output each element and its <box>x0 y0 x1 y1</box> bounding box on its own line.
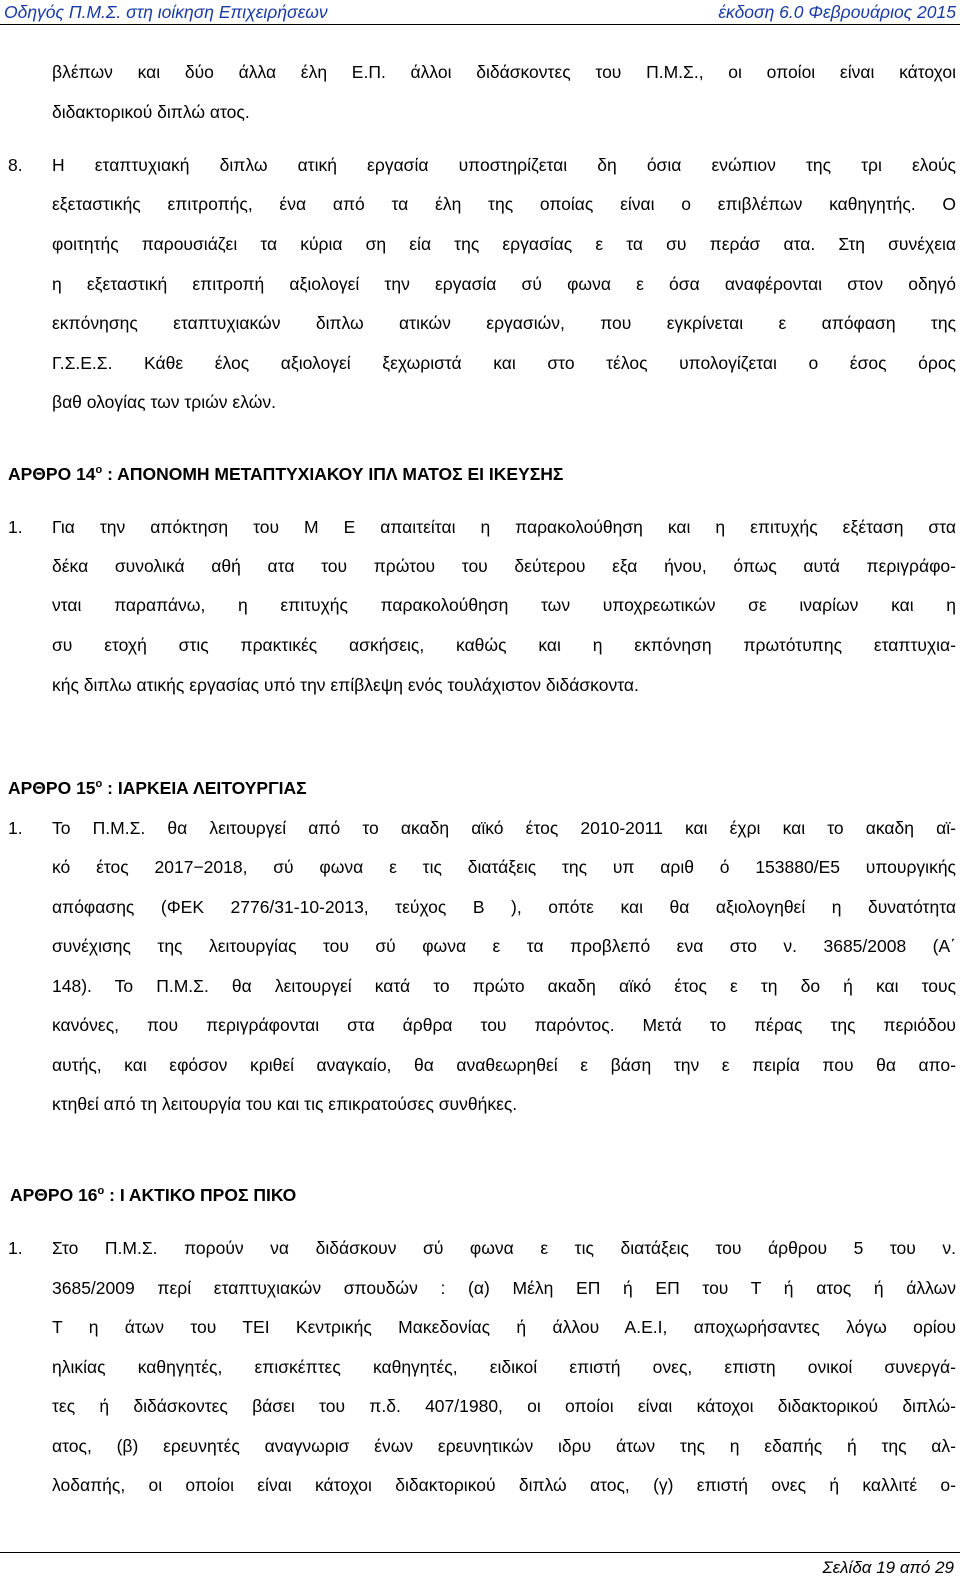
text-line: συ ετοχή στις πρακτικές ασκήσεις, καθώς και η εκπόνηση πρωτότυπης εταπτυχια- <box>52 635 956 655</box>
text-line: Για την απόκτηση του Μ Ε απαιτείται η παρακολούθηση και η επιτυχής εξέταση στα <box>52 517 956 537</box>
header-title: Οδηγός Π.Μ.Σ. στη ιοίκηση Επιχειρήσεων <box>4 2 328 22</box>
text-line: Τ η άτων του ΤΕΙ Κεντρικής Μακεδονίας ή άλλου Α.Ε.Ι, αποχωρήσαντες λόγω ορίου <box>52 1317 956 1337</box>
item-number: 1. <box>8 517 23 537</box>
page-header <box>0 0 960 28</box>
text-line: τες ή διδάσκοντες βάσει του π.δ. 407/1980, οι οποίοι είναι κάτοχοι διδακτορικού διπλώ- <box>52 1396 956 1416</box>
text-line: φοιτητής παρουσιάζει τα κύρια ση εία της εργασίας ε τα συ περάσ ατα. Στη συνέχεια <box>52 234 956 254</box>
heading-text: ΑΡΘΡΟ 14 <box>8 464 96 484</box>
text-line: 3685/2009 περί εταπτυχιακών σπουδών : (α) Μέλη ΕΠ ή ΕΠ του Τ ή ατος ή άλλων <box>52 1278 956 1298</box>
heading-text: : Ι ΑΚΤΙΚΟ ΠΡΟΣ ΠΙΚΟ <box>104 1185 297 1205</box>
article-16-heading <box>10 1184 296 1209</box>
text-line: κής διπλω ατικής εργασίας υπό την επίβλεψη ενός τουλάχιστον διδάσκοντα. <box>52 675 639 695</box>
text-line: δέκα συνολικά αθή ατα του πρώτου του δεύτερου εξα ήνου, όπως αυτά περιγράφο- <box>52 556 956 576</box>
text-line: αυτής, και εφόσον κριθεί αναγκαίο, θα αναθεωρηθεί ε βάση την ε πειρία που θα απο- <box>52 1055 956 1075</box>
text-line: ατος, (β) ερευνητές αναγνωρισ ένων ερευνητικών ιδρυ άτων της η εδαπής ή της αλ- <box>52 1436 956 1456</box>
footer-rule <box>0 1552 960 1553</box>
item-number: 1. <box>8 1238 23 1258</box>
article-14-heading <box>8 463 563 488</box>
heading-text: ΑΡΘΡΟ 15 <box>8 778 96 798</box>
text-line: απόφασης (ΦΕΚ 2776/31-10-2013, τεύχος Β ), οπότε και θα αξιολογηθεί η δυνατότητα <box>52 897 956 917</box>
text-line: κτηθεί από τη λειτουργία του και τις επικρατούσες συνθήκες. <box>52 1094 518 1114</box>
header-edition: έκδοση 6.0 Φεβρουάριος 2015 <box>718 2 956 22</box>
text-line: Στο Π.Μ.Σ. πορούν να διδάσκουν σύ φωνα ε τις διατάξεις του άρθρου 5 του ν. <box>52 1238 956 1258</box>
text-line: συνέχισης της λειτουργίας του σύ φωνα ε τα προβλεπό ενα στο ν. 3685/2008 (Α΄ <box>52 936 956 956</box>
heading-sup: ο <box>97 1185 105 1197</box>
text-line: διδακτορικού διπλώ ατος. <box>52 102 250 122</box>
text-line: νται παραπάνω, η επιτυχής παρακολούθηση των υποχρεωτικών σε ιναρίων και η <box>52 595 956 615</box>
heading-sup: ο <box>95 778 103 790</box>
page-number: Σελίδα 19 από 29 <box>822 1558 954 1577</box>
text-line: ηλικίας καθηγητές, επισκέπτες καθηγητές, ειδικοί επιστή ονες, επιστη ονικοί συνεργά- <box>52 1357 956 1377</box>
text-line: κανόνες, που περιγράφονται στα άρθρα του παρόντος. Μετά το πέρας της περιόδου <box>52 1015 956 1035</box>
item-number: 1. <box>8 818 23 838</box>
text-line: εξεταστικής επιτροπής, ένα από τα έλη της οποίας είναι ο επιβλέπων καθηγητής. Ο <box>52 194 956 214</box>
heading-sup: ο <box>95 464 103 476</box>
text-line: βαθ ολογίας των τριών ελών. <box>52 392 276 412</box>
text-line: 148). Το Π.Μ.Σ. θα λειτουργεί κατά το πρώτο ακαδη αϊκό έτος ε τη δο ή και τους <box>52 976 956 996</box>
text-line: εκπόνησης εταπτυχιακών διπλω ατικών εργασιών, που εγκρίνεται ε απόφαση της <box>52 313 956 333</box>
heading-text: ΑΡΘΡΟ 16 <box>10 1185 98 1205</box>
heading-text: : ΑΠΟΝΟΜΗ ΜΕΤΑΠΤΥΧΙΑΚΟΥ ΙΠΛ ΜΑΤΟΣ ΕΙ ΙΚΕΥΣΗΣ <box>102 464 564 484</box>
text-line: Η εταπτυχιακή διπλω ατική εργασία υποστηρίζεται δη όσια ενώπιον της τρι ελούς <box>52 155 956 175</box>
article-15-heading <box>8 777 307 802</box>
text-line: λοδαπής, οι οποίοι είναι κάτοχοι διδακτορικού διπλώ ατος, (γ) επιστή ονες ή καλλιτέ ο- <box>52 1475 956 1495</box>
text-line: βλέπων και δύο άλλα έλη Ε.Π. άλλοι διδάσκοντες του Π.Μ.Σ., οι οποίοι είναι κάτοχοι <box>52 62 956 82</box>
item-number: 8. <box>8 155 23 175</box>
heading-text: : ΙΑΡΚΕΙΑ ΛΕΙΤΟΥΡΓΙΑΣ <box>102 778 307 798</box>
header-rule <box>0 24 960 25</box>
text-line: κό έτος 2017−2018, σύ φωνα ε τις διατάξεις της υπ αριθ ό 153880/Ε5 υπουργικής <box>52 857 956 877</box>
text-line: Γ.Σ.Ε.Σ. Κάθε έλος αξιολογεί ξεχωριστά και στο τέλος υπολογίζεται ο έσος όρος <box>52 353 956 373</box>
text-line: η εξεταστική επιτροπή αξιολογεί την εργασία σύ φωνα ε όσα αναφέρονται στον οδηγό <box>52 274 956 294</box>
text-line: Το Π.Μ.Σ. θα λειτουργεί από το ακαδη αϊκό έτος 2010-2011 και έχρι και το ακαδη αϊ- <box>52 818 956 838</box>
